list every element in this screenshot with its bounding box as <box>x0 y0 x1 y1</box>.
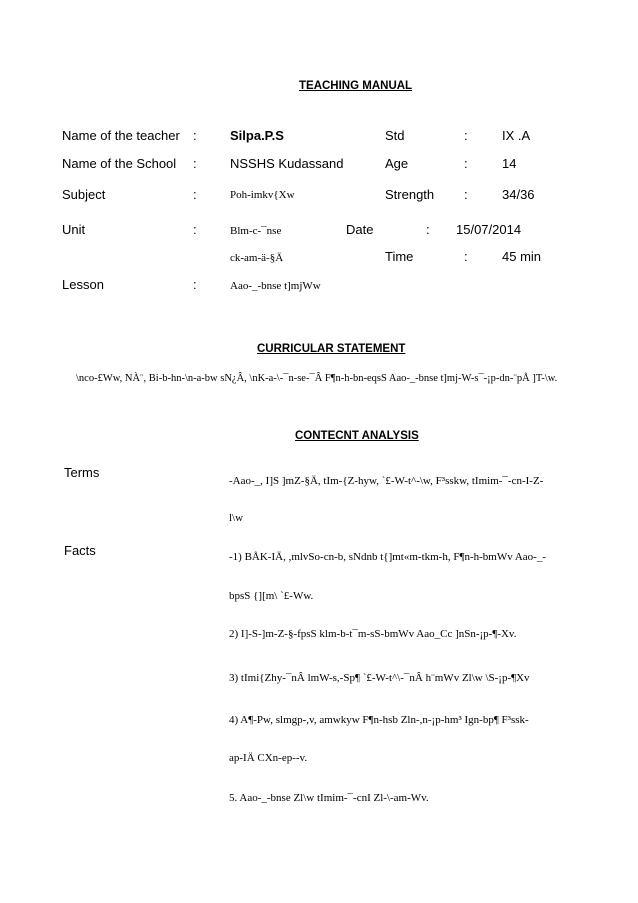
fact-1-line1: -1) BÅK-IÄ, ,mlvSo-cn-b, sNdnb t{]mt«m-tkm-h, F¶n-h-bmWv Aao-_- <box>229 551 547 563</box>
colon: : <box>193 128 197 143</box>
colon: : <box>193 156 197 171</box>
fact-2: 2) I]-S-]m-Z-§-fpsS klm-b-t¯m-sS-bmWv Aao_Cc ]nSn-¡p-¶-Xv. <box>229 628 517 640</box>
strength-label: Strength <box>385 187 435 202</box>
colon: : <box>464 249 468 264</box>
age-label: Age <box>385 156 409 171</box>
lesson-label: Lesson <box>62 277 104 292</box>
date-value: 15/07/2014 <box>456 222 522 237</box>
subject-value: Poh-imkv{Xw <box>230 189 295 201</box>
unit-label: Unit <box>62 222 86 237</box>
std-value: IX .A <box>502 128 531 143</box>
curricular-heading: CURRICULAR STATEMENT <box>257 343 406 355</box>
fact-3: 3) tImi{Zhy-¯nÂ lmW-s,-Sp¶ `£-W-t^\-¯nÂ h¨mWv Zl\w \S-¡p-¶Xv <box>229 672 530 684</box>
colon: : <box>464 187 468 202</box>
subject-label: Subject <box>62 187 106 202</box>
content-heading: CONTECNT ANALYSIS <box>295 430 419 442</box>
date-label: Date <box>346 222 374 237</box>
lesson-value: Aao-_-bnse t]mjWw <box>230 280 321 292</box>
colon: : <box>193 187 197 202</box>
std-label: Std <box>385 128 405 143</box>
colon: : <box>193 277 197 292</box>
teacher-value: Silpa.P.S <box>230 128 284 143</box>
fact-4-line2: ap-IÄ CXn-ep--v. <box>229 752 308 764</box>
school-label: Name of the School <box>62 156 177 171</box>
unit-value-line2: ck-am-ä-§Ä <box>230 252 284 264</box>
fact-1-line2: bpsS {][m\ `£-Ww. <box>229 590 314 602</box>
time-label: Time <box>385 249 414 264</box>
school-value: NSSHS Kudassand <box>230 156 344 171</box>
age-value: 14 <box>502 156 517 171</box>
strength-value: 34/36 <box>502 187 535 202</box>
colon: : <box>193 222 197 237</box>
time-value: 45 min <box>502 249 542 264</box>
colon: : <box>426 222 430 237</box>
fact-4-line1: 4) A¶-Pw, slmgp-,v, amwkyw F¶n-hsb Zln-,n-¡p-hm³ Ign-bp¶ F³ssk- <box>229 714 529 726</box>
facts-label: Facts <box>64 543 96 558</box>
teacher-label: Name of the teacher <box>62 128 180 143</box>
terms-line1: -Aao-_, I]S ]mZ-§Ä, tIm-{Z-hyw, `£-W-t^-\w, F³sskw, tImim-¯-cn-I-Z- <box>229 475 544 487</box>
terms-label: Terms <box>64 465 100 480</box>
unit-value: Blm-c-¯nse <box>230 225 282 237</box>
colon: : <box>464 156 468 171</box>
page-title: TEACHING MANUAL <box>299 80 413 92</box>
terms-line2: l\w <box>229 512 244 524</box>
fact-5: 5. Aao-_-bnse Zl\w tImim-¯-cnI Zl-\-am-Wv. <box>229 792 429 804</box>
colon: : <box>464 128 468 143</box>
curricular-text: \nco-£Ww, NÀ¨, Bi-b-hn-\n-a-bw sN¿Â, \nK-a-\-¯n-se-¯Â F¶n-h-bn-eqsS Aao-_-bnse t]mj-W-s¯-¡p-dn-¨pÅ ]T-\w. <box>76 373 558 384</box>
